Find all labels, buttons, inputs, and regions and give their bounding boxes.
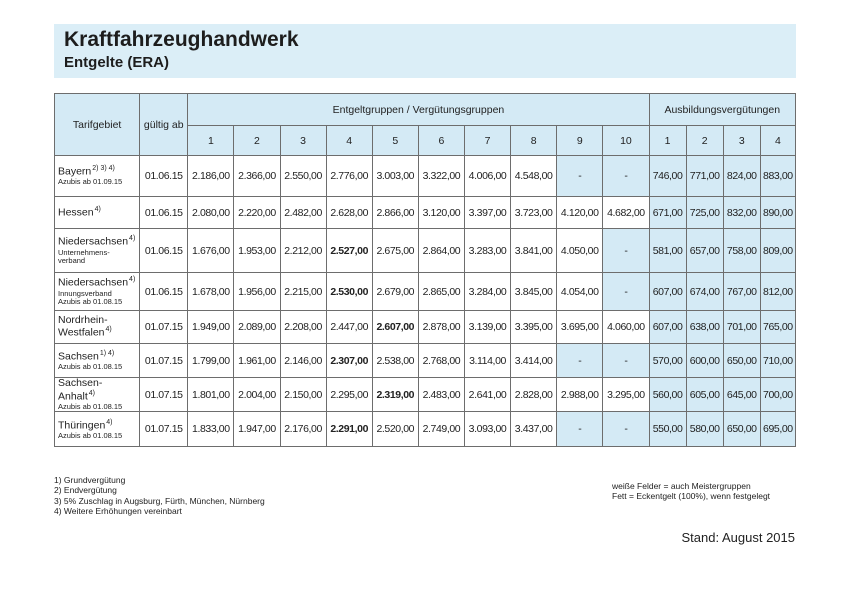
region-cell [55, 412, 140, 447]
apprentice-value-cell: 650,00 [723, 412, 760, 447]
page-subtitle: Entgelte (ERA) [64, 54, 169, 71]
wage-value-cell: 3.845,00 [511, 273, 557, 311]
valid-date-cell: 01.06.15 [140, 156, 188, 197]
group-header-azubi: Ausbildungsvergütungen [649, 94, 795, 126]
wage-value-cell: - [603, 273, 649, 311]
apprentice-value-cell: 580,00 [686, 412, 723, 447]
wage-value-cell: 4.120,00 [557, 197, 603, 229]
region-cell [55, 229, 140, 273]
footnote: 1) Grundvergütung [54, 475, 126, 485]
wage-value-cell: - [557, 156, 603, 197]
wage-value-cell: 2.878,00 [418, 311, 464, 344]
wage-value-cell: 2.146,00 [280, 344, 326, 378]
wage-value-cell: 2.215,00 [280, 273, 326, 311]
group-header-entgelt: Entgeltgruppen / Vergütungsgruppen [188, 94, 649, 126]
col-header-group: 3 [280, 126, 326, 156]
wage-value-cell: 2.366,00 [234, 156, 280, 197]
apprentice-value-cell: 600,00 [686, 344, 723, 378]
valid-date-cell: 01.06.15 [140, 273, 188, 311]
wage-value-cell: 2.080,00 [188, 197, 234, 229]
apprentice-value-cell: 771,00 [686, 156, 723, 197]
footnote-ref: 2) 3) 4) [92, 165, 115, 173]
wage-value-cell: 2.828,00 [511, 378, 557, 412]
wage-value-cell: 2.749,00 [418, 412, 464, 447]
table-row [55, 311, 796, 344]
wage-value-cell: 1.956,00 [234, 273, 280, 311]
corner-wage-value: 2.530,00 [330, 285, 369, 298]
footnote: 4) Weitere Erhöhungen vereinbart [54, 506, 182, 517]
table-body [55, 156, 796, 447]
col-header-region: Tarifgebiet [55, 94, 140, 156]
apprentice-value-cell: 560,00 [649, 378, 686, 412]
footnotes [54, 475, 265, 517]
valid-date-cell: 01.06.15 [140, 197, 188, 229]
region-name [58, 165, 139, 178]
col-header-group: 2 [234, 126, 280, 156]
footnote-ref: 4) [105, 326, 112, 334]
wage-table [54, 93, 796, 447]
corner-wage-value: 2.527,00 [330, 244, 369, 257]
apprentice-value-cell: 890,00 [760, 197, 795, 229]
wage-value-cell: 2.150,00 [280, 378, 326, 412]
col-header-group: 7 [464, 126, 510, 156]
apprentice-value-cell: 701,00 [723, 311, 760, 344]
region-cell [55, 156, 140, 197]
region-name [58, 350, 139, 363]
wage-value-cell: 3.284,00 [464, 273, 510, 311]
corner-wage-value: 2.319,00 [376, 388, 415, 401]
wage-value-cell: 1.801,00 [188, 378, 234, 412]
table-row [55, 412, 796, 447]
region-note: Azubis ab 01.09.15 [58, 177, 123, 187]
wage-value-cell: 4.054,00 [557, 273, 603, 311]
wage-value-cell: 1.678,00 [188, 273, 234, 311]
apprentice-value-cell: 674,00 [686, 273, 723, 311]
wage-value-cell: 4.682,00 [603, 197, 649, 229]
table-row [55, 378, 796, 412]
wage-value-cell: 2.866,00 [372, 197, 418, 229]
col-header-azubi: 4 [760, 126, 795, 156]
footnote-ref: 4) [129, 276, 136, 284]
col-header-azubi: 1 [649, 126, 686, 156]
page-title: Kraftfahrzeughandwerk [64, 28, 299, 51]
footnote: 3) 5% Zuschlag in Augsburg, Fürth, München, Nürnberg [54, 495, 265, 506]
wage-value-cell [326, 273, 372, 311]
wage-value-cell [372, 378, 418, 412]
apprentice-value-cell: 607,00 [649, 273, 686, 311]
table-row [55, 197, 796, 229]
valid-date-cell: 01.07.15 [140, 344, 188, 378]
legend-note: weiße Felder = auch Meistergruppen [612, 481, 751, 491]
wage-value-cell: 2.768,00 [418, 344, 464, 378]
wage-value-cell: 2.776,00 [326, 156, 372, 197]
region-name [58, 276, 139, 289]
wage-value-cell: 2.447,00 [326, 311, 372, 344]
wage-value-cell: 2.220,00 [234, 197, 280, 229]
region-note: Azubis ab 01.08.15 [58, 297, 123, 307]
region-name-text: Bayern [58, 165, 92, 178]
wage-value-cell: 3.093,00 [464, 412, 510, 447]
wage-value-cell: 2.295,00 [326, 378, 372, 412]
wage-value-cell: 3.841,00 [511, 229, 557, 273]
apprentice-value-cell: 746,00 [649, 156, 686, 197]
region-note: Innungsverband [58, 288, 112, 298]
wage-value-cell: 3.322,00 [418, 156, 464, 197]
footnote-ref: 1) 4) [99, 349, 115, 357]
wage-value-cell: 3.414,00 [511, 344, 557, 378]
apprentice-value-cell: 671,00 [649, 197, 686, 229]
apprentice-value-cell: 550,00 [649, 412, 686, 447]
wage-value-cell: 2.550,00 [280, 156, 326, 197]
region-name-text: Sachsen [58, 350, 99, 363]
region-name-text: Nordrhein- [58, 313, 108, 326]
wage-value-cell: 1.949,00 [188, 311, 234, 344]
wage-value-cell: 3.120,00 [418, 197, 464, 229]
valid-date-cell: 01.06.15 [140, 229, 188, 273]
col-header-group: 8 [511, 126, 557, 156]
apprentice-value-cell: 570,00 [649, 344, 686, 378]
wage-value-cell: - [557, 344, 603, 378]
col-header-azubi: 2 [686, 126, 723, 156]
region-note: Azubis ab 01.08.15 [58, 402, 123, 411]
wage-value-cell: 4.050,00 [557, 229, 603, 273]
region-name-text: Niedersachsen [58, 276, 129, 289]
wage-value-cell: 4.548,00 [511, 156, 557, 197]
wage-value-cell: 3.003,00 [372, 156, 418, 197]
wage-value-cell: 4.060,00 [603, 311, 649, 344]
region-name [58, 206, 139, 219]
col-header-group: 10 [603, 126, 649, 156]
region-name [58, 419, 139, 432]
region-name [58, 235, 139, 248]
region-note: Azubis ab 01.08.15 [58, 430, 123, 440]
apprentice-value-cell: 832,00 [723, 197, 760, 229]
wage-value-cell: 3.139,00 [464, 311, 510, 344]
wage-value-cell: 2.176,00 [280, 412, 326, 447]
table-row [55, 229, 796, 273]
col-header-group: 1 [188, 126, 234, 156]
wage-value-cell: 2.004,00 [234, 378, 280, 412]
region-name-text: Niedersachsen [58, 235, 129, 248]
wage-value-cell: 2.208,00 [280, 311, 326, 344]
corner-wage-value: 2.291,00 [330, 423, 369, 436]
wage-value-cell [326, 229, 372, 273]
region-cell [55, 378, 140, 412]
wage-value-cell: 1.947,00 [234, 412, 280, 447]
wage-value-cell: - [603, 156, 649, 197]
wage-value-cell: 1.961,00 [234, 344, 280, 378]
legend-note: Fett = Eckentgelt (100%), wenn festgelegt [612, 491, 771, 502]
wage-value-cell: 2.483,00 [418, 378, 464, 412]
apprentice-value-cell: 767,00 [723, 273, 760, 311]
wage-value-cell: 1.833,00 [188, 412, 234, 447]
apprentice-value-cell: 809,00 [760, 229, 795, 273]
region-cell [55, 197, 140, 229]
stand-date: Stand: August 2015 [681, 530, 795, 545]
col-header-group: 9 [557, 126, 603, 156]
apprentice-value-cell: 657,00 [686, 229, 723, 273]
region-cell [55, 311, 140, 344]
region-cell [55, 273, 140, 311]
wage-value-cell: 3.695,00 [557, 311, 603, 344]
legend [612, 481, 770, 502]
apprentice-value-cell: 824,00 [723, 156, 760, 197]
region-name-text: Westfalen [58, 326, 105, 339]
apprentice-value-cell: 695,00 [760, 412, 795, 447]
wage-value-cell: - [603, 229, 649, 273]
col-header-group: 5 [372, 126, 418, 156]
footnote-ref: 4) [88, 389, 96, 397]
wage-value-cell: 2.988,00 [557, 378, 603, 412]
valid-date-cell: 01.07.15 [140, 378, 188, 412]
apprentice-value-cell: 812,00 [760, 273, 795, 311]
table-row [55, 273, 796, 311]
apprentice-value-cell: 605,00 [686, 378, 723, 412]
col-header-group: 6 [418, 126, 464, 156]
table-row [55, 156, 796, 197]
apprentice-value-cell: 607,00 [649, 311, 686, 344]
footnote-ref: 4) [129, 235, 136, 243]
footnote: 2) Endvergütung [54, 485, 117, 496]
apprentice-value-cell: 765,00 [760, 311, 795, 344]
apprentice-value-cell: 758,00 [723, 229, 760, 273]
wage-value-cell: 2.864,00 [418, 229, 464, 273]
valid-date-cell: 01.07.15 [140, 412, 188, 447]
wage-value-cell [372, 311, 418, 344]
wage-value-cell: 2.675,00 [372, 229, 418, 273]
apprentice-value-cell: 710,00 [760, 344, 795, 378]
col-header-valid: gültig ab [140, 94, 188, 156]
wage-value-cell: 4.006,00 [464, 156, 510, 197]
region-name-text: Sachsen-Anhalt [58, 377, 103, 403]
region-note: Azubis ab 01.08.15 [58, 361, 123, 371]
apprentice-value-cell: 700,00 [760, 378, 795, 412]
wage-value-cell [326, 412, 372, 447]
corner-wage-value: 2.307,00 [330, 354, 369, 367]
table-row [55, 344, 796, 378]
region-name-text: Thüringen [58, 419, 106, 432]
footnote-ref: 4) [94, 205, 101, 213]
wage-value-cell: 3.437,00 [511, 412, 557, 447]
apprentice-value-cell: 883,00 [760, 156, 795, 197]
wage-value-cell: 1.953,00 [234, 229, 280, 273]
region-note: verband [58, 256, 86, 266]
region-note: Unternehmens- [58, 247, 110, 257]
region-name-text: Hessen [58, 206, 94, 219]
wage-value-cell: 1.676,00 [188, 229, 234, 273]
wage-value-cell: 2.628,00 [326, 197, 372, 229]
region-cell [55, 344, 140, 378]
wage-value-cell [326, 344, 372, 378]
wage-value-cell: 3.295,00 [603, 378, 649, 412]
wage-value-cell: 2.538,00 [372, 344, 418, 378]
region-name [58, 315, 139, 327]
wage-value-cell: 2.089,00 [234, 311, 280, 344]
col-header-group: 4 [326, 126, 372, 156]
region-name-line2 [58, 326, 139, 339]
col-header-azubi: 3 [723, 126, 760, 156]
corner-wage-value: 2.607,00 [376, 321, 415, 333]
wage-value-cell: 3.395,00 [511, 311, 557, 344]
wage-value-cell: 2.865,00 [418, 273, 464, 311]
wage-value-cell: 2.186,00 [188, 156, 234, 197]
apprentice-value-cell: 725,00 [686, 197, 723, 229]
wage-value-cell: 3.397,00 [464, 197, 510, 229]
footnote-ref: 4) [106, 418, 113, 426]
header-banner [54, 24, 796, 78]
wage-value-cell: 2.520,00 [372, 412, 418, 447]
wage-value-cell: - [603, 344, 649, 378]
wage-value-cell: - [557, 412, 603, 447]
wage-value-cell: 3.283,00 [464, 229, 510, 273]
wage-value-cell: 3.114,00 [464, 344, 510, 378]
wage-value-cell: 1.799,00 [188, 344, 234, 378]
apprentice-value-cell: 645,00 [723, 378, 760, 412]
apprentice-value-cell: 638,00 [686, 311, 723, 344]
wage-value-cell: 2.679,00 [372, 273, 418, 311]
apprentice-value-cell: 650,00 [723, 344, 760, 378]
wage-value-cell: 3.723,00 [511, 197, 557, 229]
wage-value-cell: 2.641,00 [464, 378, 510, 412]
wage-value-cell: 2.482,00 [280, 197, 326, 229]
wage-value-cell: - [603, 412, 649, 447]
region-name [58, 378, 139, 403]
wage-value-cell: 2.212,00 [280, 229, 326, 273]
apprentice-value-cell: 581,00 [649, 229, 686, 273]
valid-date-cell: 01.07.15 [140, 311, 188, 344]
